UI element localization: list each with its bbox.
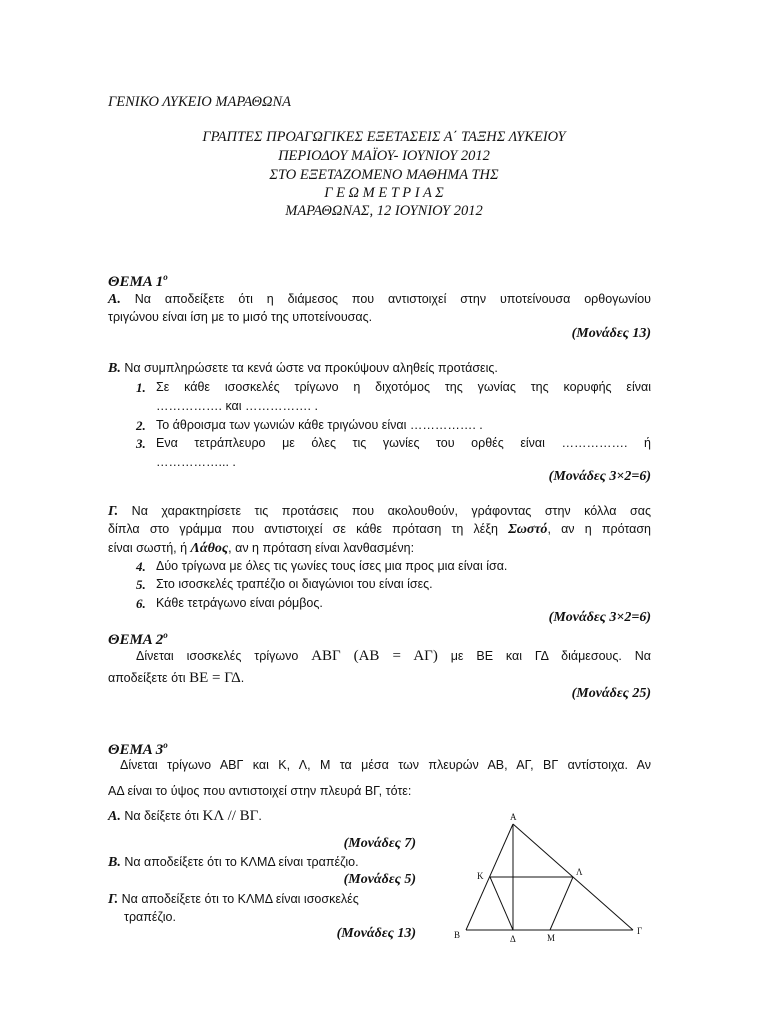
- exam-subject: Γ Ε Ω Μ Ε Τ Ρ Ι Α Σ: [324, 185, 444, 201]
- exam-subject-line: ΣΤΟ ΕΞΕΤΑΖΟΜΕΝΟ ΜΑΘΗΜΑ ΤΗΣ: [269, 167, 499, 183]
- theme1-a-text2: τριγώνου είναι ίση με το μισό της υποτείνουσας.: [108, 310, 373, 324]
- theme1-c-item4: Δύο τρίγωνα με όλες τις γωνίες τους ίσες μια προς μια είναι ίσα.: [156, 559, 508, 573]
- theme3-c: Γ. Να αποδείξετε ότι το ΚΛΜΔ είναι ισοσκελές: [108, 892, 359, 907]
- theme1-b: [108, 361, 498, 377]
- theme1-b-item3-blanks: ……………... .: [156, 455, 236, 469]
- theme1-c-item5-num: 5.: [136, 577, 146, 592]
- theme2-line2: αποδείξετε ότι ΒΕ = ΓΔ.: [108, 670, 245, 686]
- theme3-title: ΘΕΜΑ $3^o$: [108, 740, 168, 758]
- theme1-b-item3: Ενα τετράπλευρο με όλες τις γωνίες του ορθές είναι ……………. ή: [156, 436, 651, 450]
- theme1-b-item1: Σε κάθε ισοσκελές τρίγωνο η διχοτόμος της γωνίας της κορυφής είναι: [156, 380, 651, 394]
- triangle-name: ΑΒΓ: [311, 648, 341, 664]
- theme1-b-item2-num: 2.: [136, 418, 146, 433]
- theme3-line2: ΑΔ είναι το ύψος που αντιστοιχεί στην πλευρά ΒΓ, τότε:: [108, 784, 412, 798]
- point-g-label: Γ: [637, 926, 643, 936]
- theme2-title: ΘΕΜΑ $2^o$: [108, 630, 168, 648]
- theme3-a-marks: (Μονάδες 7): [343, 836, 416, 851]
- theme1-c-item6: Κάθε τετράγωνο είναι ρόμβος.: [156, 596, 323, 610]
- theme1-c-line2: δίπλα στο γράμμα που αντιστοιχεί σε κάθε πρόταση τη λέξη Σωστό, αν η πρόταση: [108, 522, 652, 537]
- exam-period: ΠΕΡΙΟΔΟΥ ΜΑΪΟΥ- ΙΟΥΝΙΟΥ 2012: [278, 148, 490, 164]
- theme1-b-marks: (Μονάδες 3×2=6): [548, 469, 651, 484]
- theme1-c-line3: είναι σωστή, ή Λάθος, αν η πρόταση είναι λανθασμένη:: [108, 541, 415, 556]
- theme1-c-item5: Στο ισοσκελές τραπέζιο οι διαγώνιοι του είναι ίσες.: [156, 577, 433, 591]
- theme3-c-label: Γ.: [108, 892, 119, 907]
- theme1-c-line1: Γ. Να χαρακτηρίσετε τις προτάσεις που ακολουθούν, γράφοντας στην κόλλα σας: [108, 504, 651, 519]
- theme1-b-item1-blanks: ……………. και ……………. .: [156, 399, 318, 413]
- theme1-c-item6-num: 6.: [136, 596, 146, 611]
- theme1-a: [108, 292, 651, 308]
- theme1-a-label: Α.: [108, 292, 121, 307]
- theme3-b: Β. Να αποδείξετε ότι το ΚΛΜΔ είναι τραπέζιο.: [108, 855, 359, 870]
- word-wrong: Λάθος: [190, 541, 229, 556]
- theme1-b-label: Β.: [108, 361, 121, 376]
- parallel-statement: ΚΛ // ΒΓ: [202, 808, 259, 824]
- theme1-a-text1: Να αποδείξετε ότι η διάμεσος που αντιστοιχεί στην υποτείνουσα ορθογωνίου: [134, 292, 651, 306]
- isosceles-condition: (ΑΒ = ΑΓ): [353, 648, 438, 664]
- theme1-b-item3-num: 3.: [136, 436, 146, 451]
- school-name: ΓΕΝΙΚΟ ΛΥΚΕΙΟ ΜΑΡΑΘΩΝΑ: [108, 94, 292, 110]
- theme3-b-marks: (Μονάδες 5): [343, 872, 416, 887]
- theme1-c-marks: (Μονάδες 3×2=6): [548, 610, 651, 625]
- theme3-line1: Δίνεται τρίγωνο ΑΒΓ και Κ, Λ, Μ τα μέσα των πλευρών ΑΒ, ΑΓ, ΒΓ αντίστοιχα. Αν: [120, 758, 651, 772]
- triangle-figure: [440, 808, 670, 953]
- theme1-b-text: Να συμπληρώσετε τα κενά ώστε να προκύψουν αληθείς προτάσεις.: [124, 361, 498, 375]
- equality: ΒΕ = ΓΔ: [189, 670, 241, 686]
- segment-kd: [490, 877, 513, 930]
- theme1-b-item1-num: 1.: [136, 380, 146, 395]
- theme1-a-marks: (Μονάδες 13): [571, 326, 651, 341]
- theme2-marks: (Μονάδες 25): [571, 686, 651, 701]
- point-k-label: Κ: [477, 871, 484, 881]
- theme1-c-item4-num: 4.: [136, 559, 146, 574]
- theme3-c-text2: τραπέζιο.: [124, 910, 176, 924]
- word-correct: Σωστό: [508, 522, 548, 537]
- point-l-label: Λ: [576, 867, 583, 877]
- point-d-label: Δ: [510, 934, 516, 944]
- theme3-b-label: Β.: [108, 855, 121, 870]
- exam-date: ΜΑΡΑΘΩΝΑΣ, 12 ΙΟΥΝΙΟΥ 2012: [285, 203, 483, 219]
- theme1-b-item2: Το άθροισμα των γωνιών κάθε τριγώνου είναι ……………. .: [156, 418, 483, 432]
- point-b-label: Β: [454, 930, 461, 940]
- theme1-title: ΘΕΜΑ $1^o$: [108, 272, 168, 290]
- exam-title: ΓΡΑΠΤΕΣ ΠΡΟΑΓΩΓΙΚΕΣ ΕΞΕΤΑΣΕΙΣ Α΄ ΤΑΞΗΣ ΛΥΚΕΙΟΥ: [202, 129, 566, 145]
- theme2-line1: Δίνεται ισοσκελές τρίγωνο ΑΒΓ (ΑΒ = ΑΓ) με ΒΕ και ΓΔ διάμεσους. Να: [136, 648, 651, 664]
- segment-lm: [550, 877, 573, 930]
- point-m-label: Μ: [547, 933, 556, 943]
- point-a-label: Α: [510, 812, 517, 822]
- theme3-c-marks: (Μονάδες 13): [336, 926, 416, 941]
- theme1-c-label: Γ.: [108, 504, 119, 519]
- theme3-a: Α. Να δείξετε ότι ΚΛ // ΒΓ.: [108, 808, 262, 824]
- theme3-a-label: Α.: [108, 809, 121, 824]
